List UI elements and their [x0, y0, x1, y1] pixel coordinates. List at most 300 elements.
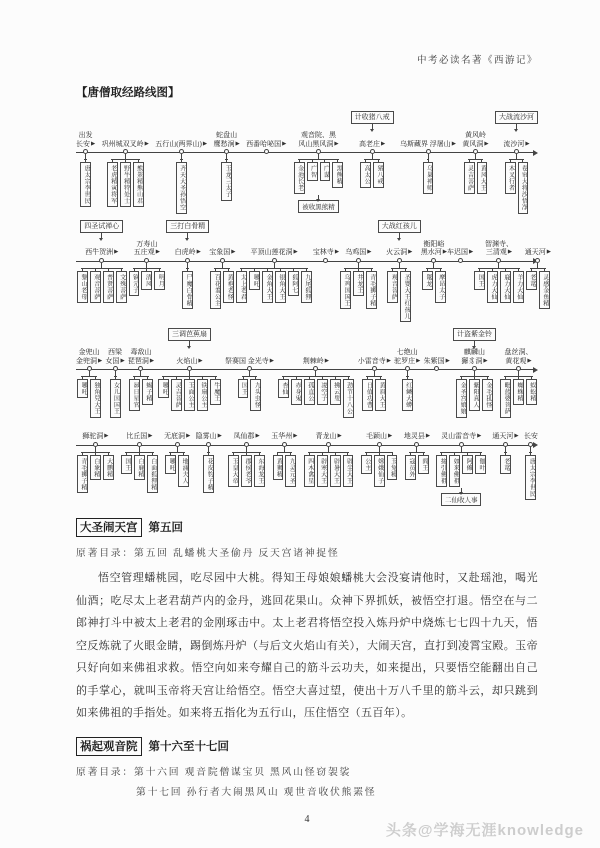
- route-arrow-icon: ▶: [293, 249, 298, 255]
- character-box: 阿傩: [462, 455, 473, 474]
- character-group: [202, 452, 215, 494]
- character-box: 青毛狮子精: [77, 455, 88, 494]
- stop-label: 观音院、黑 风山黑风洞 ▶: [298, 131, 339, 148]
- character-box: 金圣宫娘娘: [456, 379, 467, 418]
- character-box: 唐太宗李世民: [80, 162, 91, 207]
- character-box: 黄袍老怪: [223, 271, 234, 303]
- character-box: 虎力大仙: [487, 271, 498, 303]
- route-arrow-icon: ▶: [484, 140, 489, 147]
- character-box: 公主: [361, 455, 372, 474]
- down-arrow-icon: [399, 233, 400, 239]
- stop-label: 乌鸡国 ▶: [345, 248, 372, 256]
- route-stop: [473, 217, 525, 303]
- route-arrow-icon: ▶: [235, 140, 240, 147]
- route-arrow-icon: ▶: [546, 249, 551, 255]
- character-box: 银角大王: [275, 271, 286, 303]
- route-row: [76, 421, 538, 506]
- route-stop: [155, 108, 207, 214]
- watermark: 头条@学海无涯knowledge: [385, 822, 584, 839]
- route-arrow-icon: ▶: [149, 357, 155, 364]
- route-arrow-icon: ▶: [451, 140, 457, 147]
- route-stop: [462, 108, 488, 194]
- event-callout: 计收猪八戒: [351, 111, 394, 124]
- character-box: 狐阿七: [288, 271, 299, 297]
- character-group: [164, 452, 190, 487]
- character-box: 杏仙: [278, 379, 289, 398]
- route-stop: [225, 325, 274, 411]
- character-box: 国王: [474, 271, 485, 290]
- stop-label: 宝林寺 ▶: [312, 248, 340, 256]
- route-stop: [358, 325, 391, 411]
- route-stop: [120, 421, 159, 494]
- character-box: 女儿国国王: [110, 379, 121, 418]
- stop-label: 毒敌山 琵琶洞 ▶: [127, 348, 155, 365]
- route-stop: [214, 108, 240, 201]
- route-stop: [447, 217, 473, 263]
- route-arrow-icon: ▶: [324, 357, 329, 364]
- character-box: 国王: [238, 379, 249, 398]
- route-stop: [277, 325, 354, 418]
- character-group: [235, 268, 312, 303]
- character-group: [175, 159, 188, 214]
- character-box: 卷帘大将沙悟净: [518, 162, 529, 214]
- stop-label: 小雷音寺 ▶: [357, 356, 391, 365]
- character-box: 劲节十八公: [343, 379, 354, 418]
- stop-label: 隐雾山 ▶: [195, 432, 222, 440]
- character-box: 蝎子精: [142, 379, 153, 405]
- route-stop: [102, 108, 149, 207]
- character-box: 清风: [141, 271, 152, 290]
- down-arrow-icon: [516, 124, 517, 130]
- stop-label: 朱紫国 ▶: [423, 356, 450, 365]
- route-stop: [351, 108, 394, 188]
- stop-label: 平顶山莲花洞 ▶: [250, 248, 298, 256]
- route-arrow-icon: ▶: [507, 249, 513, 255]
- character-box: 独角兕大王: [90, 379, 101, 418]
- character-box: 玉龙三太子: [221, 162, 232, 201]
- character-group: [455, 376, 494, 418]
- character-box: 郡侯老爷: [241, 455, 252, 487]
- route-arrow-icon: ▶: [91, 140, 96, 147]
- route-arrow-icon: ▶: [525, 140, 530, 147]
- character-box: 哪吒: [165, 455, 176, 474]
- route-stop: [404, 421, 430, 481]
- character-box: 野牛精特处士: [120, 162, 131, 207]
- character-group: [220, 159, 233, 201]
- stop-label: 凤仙郡 ▶: [233, 432, 260, 440]
- stop-label: 青龙山 ▶: [315, 432, 342, 440]
- character-box: 九尾狐狸: [301, 271, 312, 303]
- stop-label: 火云洞 ▶: [386, 248, 413, 256]
- stop-label: 祭赛国 金光寺 ▶: [224, 356, 274, 365]
- character-box: 哪吒: [77, 379, 88, 398]
- route-stop: [339, 217, 378, 310]
- character-box: 太上老君: [236, 271, 247, 303]
- event-callout: 三打白骨精: [166, 220, 209, 233]
- stop-label: 流沙河 ▶: [503, 139, 530, 148]
- route-arrow-icon: ▶: [527, 357, 532, 364]
- stop-label: 西牛贺洲 ▶: [85, 248, 119, 256]
- stop-label: 狮驼洞 ▶: [82, 432, 109, 440]
- character-group: [386, 268, 412, 323]
- route-arrow-icon: ▶: [196, 249, 201, 255]
- character-box: 熊罴精熊山君: [133, 162, 144, 207]
- down-arrow-icon: [187, 233, 188, 239]
- route-stop: [105, 325, 124, 418]
- section-chapter-label: 第五回: [148, 522, 183, 534]
- down-arrow-icon: [474, 341, 475, 347]
- stop-label: 西番哈咇国 ▶: [246, 139, 287, 148]
- section-title-box: 大圣闹天宫: [76, 518, 142, 537]
- character-group: [504, 159, 530, 214]
- stop-label: 宝象国 ▶: [209, 248, 236, 256]
- route-arrow-icon: ▶: [386, 357, 391, 364]
- stop-dot: [264, 149, 269, 154]
- character-group: [524, 452, 537, 500]
- route-arrow-icon: ▶: [468, 249, 474, 255]
- character-group: [109, 376, 122, 418]
- route-stop: [76, 421, 115, 494]
- stop-label: 高老庄 ▶: [359, 139, 386, 148]
- route-arrow-icon: ▶: [255, 433, 260, 439]
- route-arrow-icon: ▶: [198, 357, 203, 364]
- route-stop: [495, 108, 538, 214]
- character-box: 井龙王: [353, 271, 364, 297]
- character-box: 金角大王: [262, 271, 273, 303]
- character-group: [227, 452, 266, 487]
- character-box: 广智: [307, 162, 318, 181]
- route-stop: [166, 217, 209, 310]
- character-group: [473, 268, 525, 303]
- stop-dot: [458, 258, 463, 263]
- route-arrow-icon: ▶: [217, 433, 222, 439]
- character-box: 辟寒大王: [317, 455, 328, 487]
- route-arrow-icon: ▶: [408, 249, 413, 255]
- character-box: 普贤菩萨: [103, 271, 114, 303]
- character-box: 紫阳真人: [469, 379, 480, 411]
- character-box: 广谋: [320, 162, 331, 181]
- character-box: 辟尘大王: [343, 455, 354, 487]
- character-box: 圣婴大王红孩儿: [400, 271, 411, 323]
- character-box: 白面狐狸精: [147, 455, 158, 494]
- stop-label: 出发 长安 ▶: [76, 131, 96, 148]
- stop-label: 无底洞 ▶: [164, 432, 191, 440]
- event-callout: 四圣试禅心: [80, 220, 123, 233]
- route-stop: [525, 217, 551, 310]
- character-box: 辟暑大王: [330, 455, 341, 487]
- stop-label: 乌斯藏界 浮屠山 ▶: [400, 139, 457, 148]
- down-arrow-icon: [101, 233, 102, 239]
- character-box: 齐天大圣孙悟空: [176, 162, 187, 214]
- route-arrow-icon: ▶: [334, 140, 339, 147]
- route-arrow-icon: ▶: [186, 433, 191, 439]
- route-arrow-icon: ▶: [477, 433, 482, 439]
- character-box: 老虎精寅将军: [107, 162, 118, 207]
- character-group: [435, 452, 487, 487]
- route-arrow-icon: ▶: [269, 357, 274, 364]
- event-callout: 大战红孩儿: [378, 220, 421, 233]
- route-arrow-icon: ▶: [293, 433, 298, 439]
- down-arrow-icon: [372, 124, 373, 130]
- route-arrow-icon: ▶: [416, 357, 421, 364]
- character-box: 摩昂太子: [435, 271, 446, 303]
- character-box: 鹿力大仙: [500, 271, 511, 303]
- stop-label: 通天河 ▶: [524, 248, 551, 256]
- character-box: 嫦娥仙子: [374, 455, 385, 487]
- character-box: 明月: [154, 271, 165, 290]
- character-group: [361, 376, 387, 411]
- stop-label: 巩州城双叉岭 ▶: [101, 139, 149, 148]
- route-arrow-icon: ▶: [282, 140, 287, 147]
- character-box: 东海龙王: [254, 455, 265, 487]
- route-arrow-icon: ▶: [367, 249, 372, 255]
- event-note: 二仙收人事: [441, 493, 482, 506]
- character-group: [499, 376, 538, 418]
- route-arrow-icon: ▶: [445, 357, 450, 364]
- route-stop: [313, 217, 339, 263]
- event-callout: 计盗紫金铃: [453, 328, 496, 341]
- route-diagram: [76, 108, 551, 506]
- route-arrow-icon: ▶: [514, 433, 519, 439]
- character-box: 如来佛祖: [449, 455, 460, 487]
- down-arrow-icon: [189, 341, 190, 347]
- character-box: 青毛狮子精: [366, 271, 377, 310]
- route-stop: [164, 421, 190, 487]
- character-group: [76, 376, 102, 418]
- route-stop: [492, 421, 518, 474]
- stop-label: 毛颖山 ▶: [366, 432, 393, 440]
- character-box: 花皮豹子精: [203, 455, 214, 494]
- route-row: [76, 217, 551, 323]
- character-box: 黄狮精: [273, 455, 284, 481]
- stop-label: 玉华州 ▶: [271, 432, 298, 440]
- character-group: [499, 452, 512, 474]
- stop-label: 火焰山 ▶: [176, 356, 203, 365]
- stop-label: 车迟国 ▶: [446, 248, 474, 256]
- character-group: [76, 268, 128, 303]
- character-box: 国王: [121, 455, 132, 474]
- stop-label: 七绝山 驼罗庄 ▶: [394, 348, 421, 365]
- route-stop: [400, 108, 456, 194]
- route-stop: [76, 108, 95, 207]
- route-arrow-icon: ▶: [231, 249, 236, 255]
- character-box: 地涌夫人: [178, 455, 189, 487]
- character-box: 羊力大仙: [513, 271, 524, 303]
- catalog-list: [76, 544, 538, 564]
- character-box: 大鹏精: [103, 455, 114, 481]
- character-box: 凌空子: [317, 379, 328, 405]
- character-box: 日值功曹: [362, 379, 373, 411]
- character-box: 玉皇大帝: [228, 455, 239, 487]
- route-stop: [227, 421, 266, 487]
- character-group: [463, 159, 489, 194]
- route-stop: [196, 421, 222, 494]
- stop-label: 五行山(两界山) ▶: [155, 139, 208, 148]
- character-box: 鼍龙: [422, 271, 433, 290]
- stop-label: 智渊寺、 三清观 ▶: [484, 239, 513, 256]
- character-box: 寇员外: [405, 455, 416, 481]
- diagram-title: 【唐僧取经路线图】: [76, 87, 180, 99]
- route-stop: [293, 108, 345, 213]
- character-group: [404, 452, 430, 481]
- stop-label: 荆棘岭 ▶: [302, 356, 329, 365]
- stop-label: 通天河 ▶: [492, 432, 519, 440]
- character-box: 白象精: [90, 455, 101, 481]
- character-group: [79, 159, 92, 207]
- route-stop: [303, 421, 355, 487]
- route-stop: [76, 325, 102, 418]
- character-group: [421, 268, 447, 303]
- character-box: 蜈蚣精: [526, 379, 537, 405]
- catalog-line: 第十七回 孙行者大闹黑风山 观世音收伏熊罴怪: [136, 786, 377, 798]
- route-stop: [235, 217, 312, 303]
- character-box: 猪八戒: [373, 162, 384, 188]
- route-arrow-icon: ▶: [388, 433, 393, 439]
- character-box: 哪吒: [249, 271, 260, 290]
- route-stop: [499, 325, 538, 418]
- route-stop: [157, 325, 221, 411]
- character-box: 老鼋: [500, 455, 511, 474]
- character-box: 乌巢禅师: [423, 162, 434, 194]
- character-box: 九灵元圣: [285, 455, 296, 487]
- character-box: 赤身鬼: [291, 379, 302, 405]
- route-stop: [209, 217, 235, 310]
- route-arrow-icon: ▶: [334, 249, 340, 255]
- character-group: [237, 376, 263, 411]
- character-box: 老鼋: [526, 271, 537, 290]
- route-stop: [394, 325, 420, 411]
- section-heading: [76, 518, 538, 537]
- character-box: 百花羞公主: [210, 271, 221, 310]
- character-group: [128, 376, 154, 411]
- route-arrow-icon: ▶: [202, 140, 208, 147]
- section-chapter-label: 第十六至十七回: [148, 741, 229, 754]
- stop-label: 西梁 女国 ▶: [105, 348, 125, 365]
- character-box: 黎山老母: [77, 271, 88, 303]
- character-box: 拂云叟: [330, 379, 341, 405]
- route-stop: [421, 217, 447, 303]
- route-arrow-icon: ▶: [114, 249, 119, 255]
- route-arrow-icon: ▶: [104, 433, 109, 439]
- character-group: [401, 376, 414, 411]
- character-box: 玉面公主: [184, 379, 195, 411]
- character-box: 灵吉菩萨: [464, 162, 475, 194]
- route-arrow-icon: ▶: [337, 433, 342, 439]
- character-box: 白鹿精: [134, 455, 145, 481]
- character-box: 黑熊精: [332, 162, 343, 188]
- section-title-box: 祸起观音院: [76, 737, 142, 756]
- character-box: 四木禽星: [304, 455, 315, 487]
- section-huoqi: [76, 737, 538, 802]
- route-stop: [378, 217, 421, 323]
- character-group: [272, 452, 298, 487]
- event-note: 被收黑熊精: [298, 200, 339, 213]
- section-body: 悟空管理蟠桃园，吃尽园中大桃。得知王母娘娘蟠桃大会没宴请他时，又赴瑶池，喝光仙酒；吃尽太上老君葫芦内的金丹，逃回花果山。众神下界抓妖，被悟空打退。悟空在与二郎神打斗中被太上老君的金刚琢击中。太上老君将悟空投入炼丹炉中烧炼七七四十九天，悟空反炼就了火眼金睛，踢倒炼丹炉（与后文火焰山有关），大闹天宫，直打到凌霄宝殿。玉帝只好向如来佛祖求救。悟空向如来夸耀自己的筋斗云功夫，如来提出，只要悟空能翻出自己的手掌心，就叫玉帝将天宫让给悟空。悟空大喜过望，使出十万八千里的筋斗云，却只跳到如来佛祖的手指处。如来将五指化为五行山，压住悟空（五百年）。: [76, 572, 538, 720]
- character-box: 伽叶: [475, 455, 486, 474]
- character-group: [360, 452, 399, 487]
- route-arrow-icon: ▶: [120, 357, 125, 364]
- character-box: 红鳞大蟒: [402, 379, 413, 411]
- character-box: 灵感金鱼精: [539, 271, 550, 310]
- character-box: 黄眉大王: [375, 379, 386, 411]
- route-arrow-icon: ▶: [98, 357, 103, 364]
- section-heading: [76, 737, 538, 756]
- route-arrow-icon: ▶: [483, 357, 488, 364]
- down-arrow-icon: [318, 195, 319, 200]
- route-stop: [128, 217, 167, 297]
- route-stop: [271, 421, 297, 487]
- character-group: [76, 452, 115, 494]
- stop-label: 万寿山 五庄观 ▶: [133, 239, 161, 256]
- character-box: 高太公: [360, 162, 371, 188]
- character-group: [359, 159, 385, 188]
- stop-label: 麒麟山 獬豸洞 ▶: [461, 348, 488, 365]
- character-box: 哪吒: [158, 379, 169, 398]
- route-arrow-icon: ▶: [381, 140, 386, 147]
- character-box: 金池长老: [294, 162, 305, 194]
- character-group: [157, 376, 221, 411]
- stop-label: 盘丝洞、 黄花观 ▶: [504, 348, 533, 365]
- section-dasheng: [76, 518, 538, 725]
- character-box: 阎王: [418, 455, 429, 474]
- event-callout: 三调芭蕉扇: [168, 328, 211, 341]
- stop-label: 黄风岭 黄风洞 ▶: [462, 131, 489, 148]
- down-arrow-icon: [461, 488, 462, 493]
- stop-label: 灵山雷音寺 ▶: [441, 432, 482, 440]
- character-box: 唐太宗李世民: [525, 455, 536, 500]
- catalog-line: 原著目录：第五回 乱蟠桃大圣偷丹 反天宫诸神捉怪: [76, 547, 340, 559]
- character-box: 文殊菩萨: [116, 271, 127, 303]
- route-arrow-icon: ▶: [442, 249, 447, 255]
- character-group: [106, 159, 145, 207]
- character-box: 孤直公: [304, 379, 315, 405]
- character-group: [120, 452, 159, 494]
- character-box: 观音菩萨: [387, 271, 398, 303]
- character-group: [181, 268, 194, 310]
- character-box: 灵吉菩萨: [171, 379, 182, 411]
- character-group: [422, 159, 435, 194]
- character-box: 牛魔王: [210, 379, 221, 405]
- route-arrow-icon: ▶: [144, 140, 149, 147]
- character-box: 乌鸡国国王: [340, 271, 351, 310]
- character-group: [525, 268, 551, 310]
- character-box: 铁扇公主: [197, 379, 208, 411]
- route-stop: [360, 421, 399, 487]
- route-stop: [524, 421, 538, 500]
- character-box: 九头虫怪: [250, 379, 261, 411]
- character-group: [303, 452, 355, 487]
- running-header: 中考必读名著《西游记》: [416, 56, 538, 66]
- stop-dot: [323, 258, 328, 263]
- catalog-list: [76, 763, 538, 802]
- route-stop: [424, 325, 450, 371]
- stop-label: 比丘国 ▶: [126, 432, 153, 440]
- character-box: 黄风大王: [477, 162, 488, 194]
- route-arrow-icon: ▶: [148, 433, 153, 439]
- character-box: 接引佛祖: [436, 455, 447, 487]
- character-box: 蜘蛛精: [513, 379, 524, 405]
- page-number: 4: [304, 814, 310, 826]
- stop-dot: [434, 366, 439, 371]
- character-group: [128, 268, 167, 297]
- character-box: 玉兔精: [387, 455, 398, 481]
- character-group: [339, 268, 378, 310]
- route-arrow-icon: ▶: [425, 433, 431, 439]
- character-box: 昴日星官: [129, 379, 140, 411]
- character-group: [209, 268, 235, 310]
- character-box: 金毛犼怪: [482, 379, 493, 411]
- character-box: 镇元子: [129, 271, 140, 297]
